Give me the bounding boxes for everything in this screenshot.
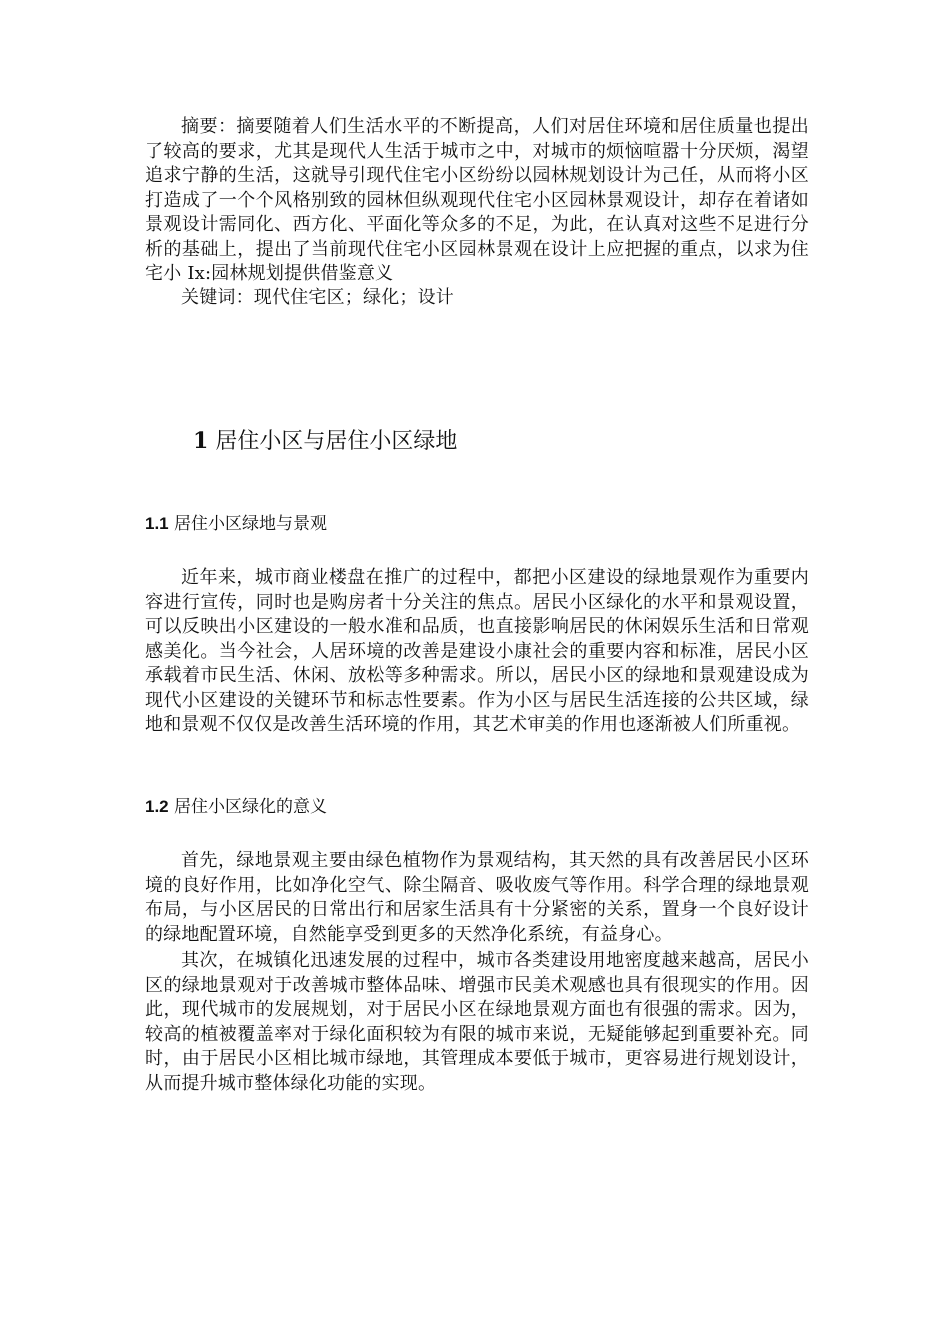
abstract-block — [145, 115, 809, 287]
keywords-line: 关键词：现代住宅区；绿化；设计 — [181, 287, 454, 308]
chapter-number: 1 — [193, 428, 209, 454]
section-1-2-body-second — [145, 949, 809, 1096]
section-1-2-body-first — [145, 849, 809, 947]
body-paragraph: 首先，绿地景观主要由绿色植物作为景观结构，其天然的具有改善居民小区环境的良好作用，比如净化空气、除尘隔音、吸收废气等作用。科学合理的绿地景观布局，与小区居民的日常出行和居家生活具有十分紧密的关系，置身一个良好设计的绿地配置环境，自然能享受到更多的天然净化系统，有益身心。 — [145, 850, 809, 945]
section-number: 1.1 — [145, 514, 169, 533]
body-paragraph: 近年来，城市商业楼盘在推广的过程中，都把小区建设的绿地景观作为重要内容进行宣传，同时也是购房者十分关注的焦点。居民小区绿化的水平和景观设置，可以反映出小区建设的一般水准和品质，也直接影响居民的休闲娱乐生活和日常观感美化。当今社会，人居环境的改善是建设小康社会的重要内容和标准，居民小区承载着市民生活、休闲、放松等多种需求。所以，居民小区的绿地和景观建设成为现代小区建设的关键环节和标志性要素。作为小区与居民生活连接的公共区域，绿地和景观不仅仅是改善生活环境的作用，其艺术审美的作用也逐渐被人们所重视。 — [145, 567, 809, 735]
section-heading-1-2 — [145, 795, 327, 819]
section-title: 居住小区绿化的意义 — [174, 797, 328, 817]
section-heading-1-1 — [145, 512, 327, 536]
keywords-block — [145, 286, 809, 311]
abstract-paragraph: 摘要：摘要随着人们生活水平的不断提高，人们对居住环境和居住质量也提出了较高的要求，尤其是现代人生活于城市之中，对城市的烦恼喧嚣十分厌烦，渴望追求宁静的生活，这就导引现代住宅小区纷纷以园林规划设计为己任，从而将小区打造成了一个个风格别致的园林但纵观现代住宅小区园林景观设计，却存在着诸如景观设计需同化、西方化、平面化等众多的不足，为此，在认真对这些不足进行分析的基础上，提出了当前现代住宅小区园林景观在设计上应把握的重点，以求为住宅小 Ix:园林规划提供借鉴意义 — [145, 116, 809, 284]
chapter-heading — [193, 426, 457, 457]
chapter-title: 居住小区与居住小区绿地 — [215, 429, 458, 454]
section-number: 1.2 — [145, 797, 169, 816]
section-title: 居住小区绿地与景观 — [174, 514, 328, 534]
section-1-1-body — [145, 566, 809, 738]
body-paragraph: 其次，在城镇化迅速发展的过程中，城市各类建设用地密度越来越高，居民小区的绿地景观对于改善城市整体品味、增强市民美术观感也具有很现实的作用。因此，现代城市的发展规划，对于居民小区在绿地景观方面也有很强的需求。因为，较高的植被覆盖率对于绿化面积较为有限的城市来说，无疑能够起到重要补充。同时，由于居民小区相比城市绿地，其管理成本要低于城市，更容易进行规划设计，从而提升城市整体绿化功能的实现。 — [145, 950, 809, 1094]
